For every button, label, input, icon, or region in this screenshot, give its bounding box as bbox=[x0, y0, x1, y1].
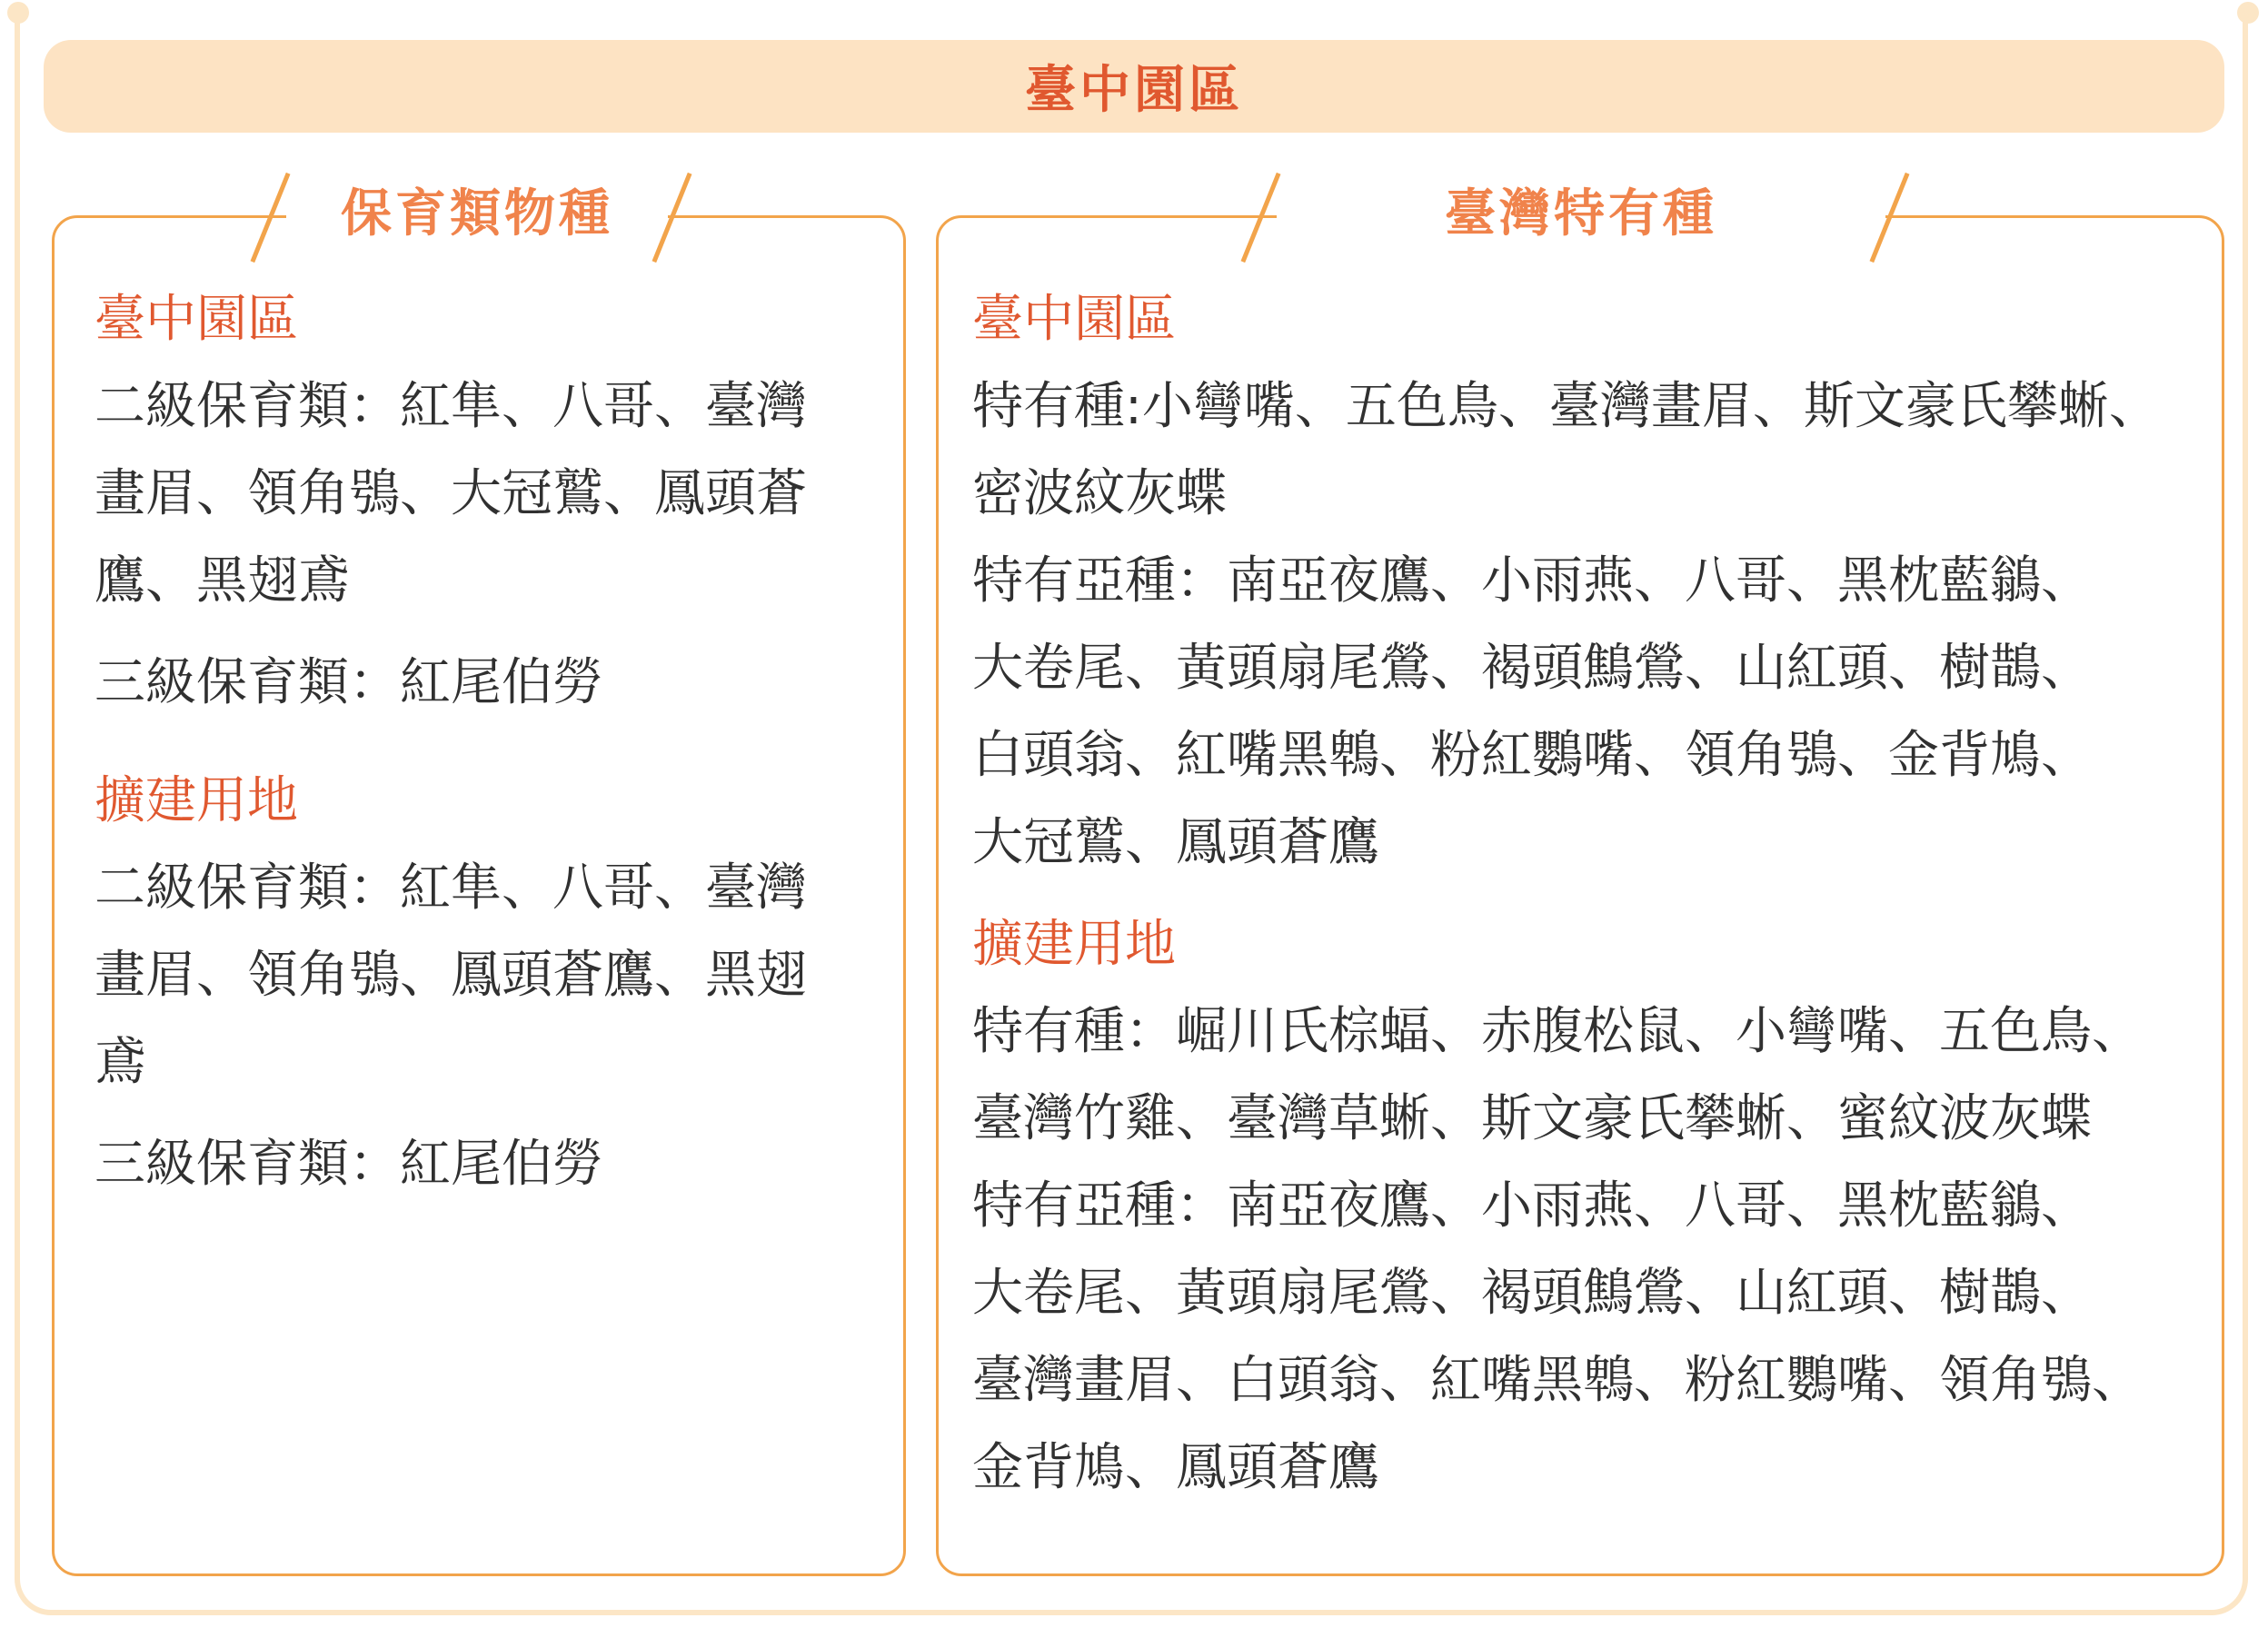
paragraph bbox=[94, 363, 885, 625]
page-title: 臺中園區 bbox=[44, 40, 2224, 133]
text-line: 大卷尾、黃頭扇尾鶯、褐頭鷦鶯、山紅頭、樹鵲、 bbox=[972, 639, 2092, 698]
text-line: 大冠鷲、鳳頭蒼鷹 bbox=[972, 813, 1379, 872]
paragraph bbox=[972, 1163, 2208, 1512]
text-line: 二級保育類：紅隼、八哥、臺灣 bbox=[94, 377, 807, 436]
paragraph bbox=[94, 1121, 885, 1208]
text-line: 二級保育類：紅隼、八哥、臺灣 bbox=[94, 859, 807, 918]
text-line: 密波紋灰蝶 bbox=[972, 464, 1227, 523]
text-line: 三級保育類：紅尾伯勞 bbox=[94, 1135, 603, 1194]
conservation-content bbox=[94, 276, 885, 1208]
text-line: 畫眉、領角鴞、大冠鷲、鳳頭蒼 bbox=[94, 464, 807, 523]
text-line: 特有亞種：南亞夜鷹、小雨燕、八哥、黑枕藍鶲、 bbox=[972, 551, 2092, 610]
text-line: 臺灣竹雞、臺灣草蜥、斯文豪氏攀蜥、蜜紋波灰蝶 bbox=[972, 1089, 2092, 1148]
text-line: 特有種:小彎嘴、五色鳥、臺灣畫眉、斯文豪氏攀蜥、 bbox=[972, 377, 2160, 436]
text-line: 三級保育類：紅尾伯勞 bbox=[94, 653, 603, 712]
panel-title-conservation: 保育類物種 bbox=[286, 169, 668, 260]
paragraph bbox=[972, 538, 2208, 887]
section-heading: 臺中園區 bbox=[94, 290, 298, 349]
endemic-content bbox=[972, 276, 2208, 1512]
paragraph bbox=[972, 988, 2208, 1163]
text-line: 金背鳩、鳳頭蒼鷹 bbox=[972, 1438, 1379, 1497]
text-line: 特有種：崛川氏棕蝠、赤腹松鼠、小彎嘴、五色鳥、 bbox=[972, 1002, 2143, 1061]
text-line: 大卷尾、黃頭扇尾鶯、褐頭鷦鶯、山紅頭、樹鵲、 bbox=[972, 1264, 2092, 1323]
paragraph bbox=[972, 363, 2208, 538]
frame-corner-dot-left bbox=[7, 2, 29, 24]
text-line: 鷹、黑翅鳶 bbox=[94, 551, 349, 610]
text-line: 畫眉、領角鴞、鳳頭蒼鷹、黑翅 bbox=[94, 946, 807, 1005]
text-line: 特有亞種：南亞夜鷹、小雨燕、八哥、黑枕藍鶲、 bbox=[972, 1176, 2092, 1236]
paragraph bbox=[94, 845, 885, 1107]
panel-title-endemic: 臺灣特有種 bbox=[1277, 169, 1885, 260]
section-heading: 擴建用地 bbox=[972, 915, 1176, 974]
paragraph bbox=[94, 640, 885, 727]
text-line: 白頭翁、紅嘴黑鵯、粉紅鸚嘴、領角鴞、金背鳩、 bbox=[972, 726, 2092, 785]
section-heading: 臺中園區 bbox=[972, 290, 1176, 349]
section-heading: 擴建用地 bbox=[94, 771, 298, 830]
text-line: 鳶 bbox=[94, 1033, 145, 1092]
frame-corner-dot-right bbox=[2237, 2, 2259, 24]
text-line: 臺灣畫眉、白頭翁、紅嘴黑鵯、粉紅鸚嘴、領角鴞、 bbox=[972, 1351, 2143, 1410]
